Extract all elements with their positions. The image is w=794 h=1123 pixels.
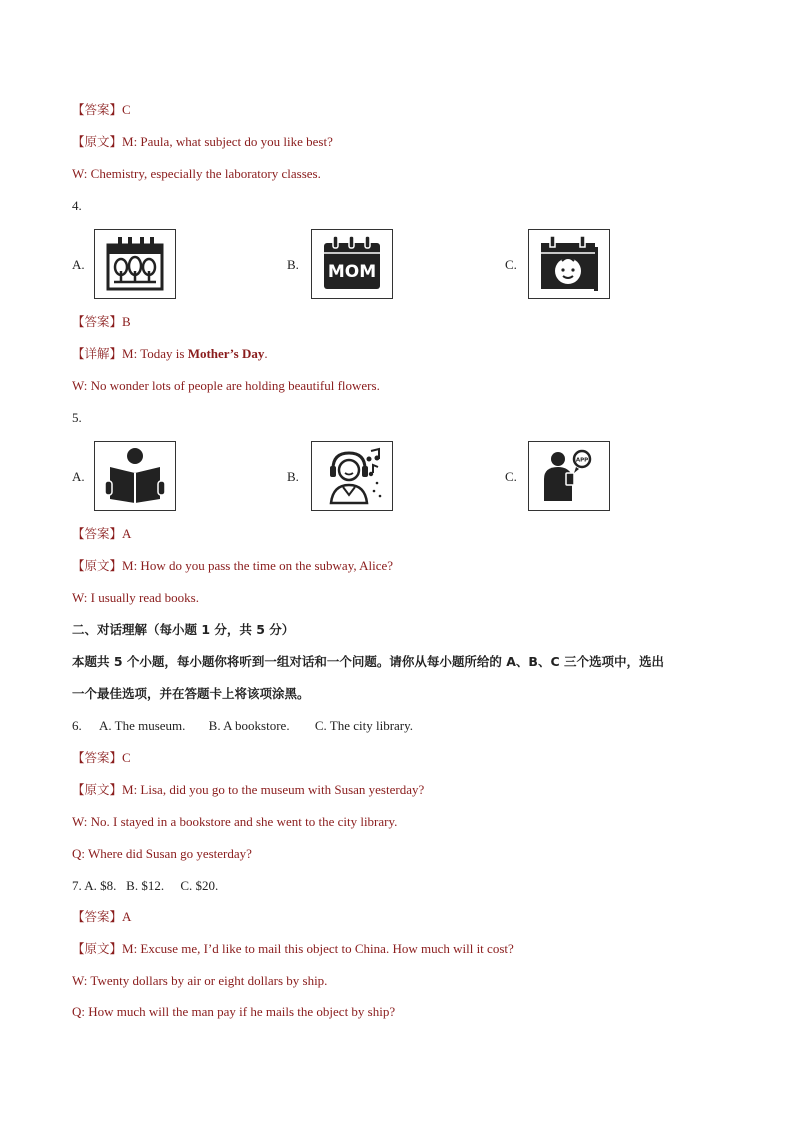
q4-detail: 【详解】M: Today is Mother’s Day. xyxy=(72,346,268,361)
q7-script-q: Q: How much will the man pay if he mails the object by ship? xyxy=(72,1004,396,1019)
q3-script: 【原文】M: Paula, what subject do you like best? xyxy=(72,134,333,149)
calendar-trees-icon xyxy=(102,233,168,295)
q5-option-b-label: B. xyxy=(287,469,299,484)
q7-options[interactable]: 7. A. $8. B. $12. C. $20. xyxy=(72,878,219,893)
q4-number: 4. xyxy=(72,198,82,213)
q6-option-a[interactable]: A. The museum. xyxy=(99,718,186,733)
q7-script-w: W: Twenty dollars by air or eight dollars by ship. xyxy=(72,973,328,988)
q5-option-a-image[interactable] xyxy=(94,441,176,511)
phone-app-person-icon xyxy=(536,445,602,507)
q5-option-b-image[interactable] xyxy=(311,441,393,511)
q7-answer: 【答案】A xyxy=(72,909,132,924)
q4-option-b-label: B. xyxy=(287,257,299,272)
q3-answer: 【答案】C xyxy=(72,102,131,117)
calendar-baby-icon xyxy=(536,233,602,295)
q3-script-w: W: Chemistry, especially the laboratory classes. xyxy=(72,166,321,181)
q6-number: 6. xyxy=(72,718,82,733)
section2-title: 二、对话理解（每小题 1 分，共 5 分） xyxy=(72,622,295,637)
q5-answer: 【答案】A xyxy=(72,526,132,541)
app-badge-text: APP xyxy=(575,457,589,464)
q5-option-c-image[interactable] xyxy=(528,441,610,511)
reading-person-icon xyxy=(102,445,168,507)
section2-instruction-1: 本题共 5 个小题，每小题你将听到一组对话和一个问题。请你从每小题所给的 A、B、C 三个选项中，选出 xyxy=(72,654,664,669)
q6-options xyxy=(72,717,413,735)
q5-script: 【原文】M: How do you pass the time on the subway, Alice? xyxy=(72,558,394,573)
headphones-music-icon xyxy=(319,445,385,507)
q6-option-b[interactable]: B. A bookstore. xyxy=(208,718,290,733)
q7-script: 【原文】M: Excuse me, I’d like to mail this object to China. How much will it cost? xyxy=(72,941,514,956)
q6-option-c[interactable]: C. The city library. xyxy=(314,718,414,733)
q6-answer: 【答案】C xyxy=(72,750,131,765)
q4-option-c-image[interactable] xyxy=(528,229,610,299)
q5-script-w: W: I usually read books. xyxy=(72,590,199,605)
q4-option-c-label: C. xyxy=(505,257,517,272)
calendar-mom-text: MOM xyxy=(327,262,377,282)
q6-script: 【原文】M: Lisa, did you go to the museum with Susan yesterday? xyxy=(72,782,425,797)
q6-script-q: Q: Where did Susan go yesterday? xyxy=(72,846,252,861)
q5-option-c-label: C. xyxy=(505,469,517,484)
section2-instruction-2: 一个最佳选项，并在答题卡上将该项涂黑。 xyxy=(72,686,310,701)
q6-script-w: W: No. I stayed in a bookstore and she went to the city library. xyxy=(72,814,398,829)
q4-option-a-image[interactable] xyxy=(94,229,176,299)
q4-script-w: W: No wonder lots of people are holding beautiful flowers. xyxy=(72,378,380,393)
q5-number: 5. xyxy=(72,410,82,425)
q5-option-a-label: A. xyxy=(72,469,85,484)
calendar-mom-icon xyxy=(319,233,385,295)
q4-option-b-image[interactable] xyxy=(311,229,393,299)
q4-option-a-label: A. xyxy=(72,257,85,272)
q4-answer: 【答案】B xyxy=(72,314,131,329)
